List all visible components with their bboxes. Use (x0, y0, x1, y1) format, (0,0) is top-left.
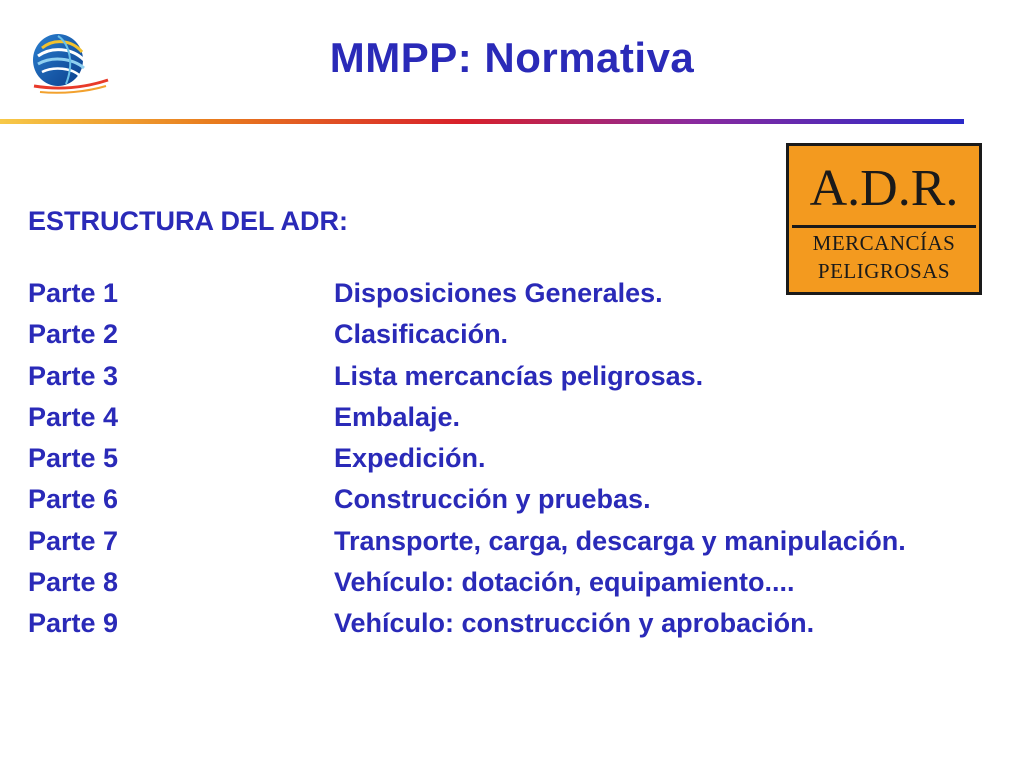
part-number: Parte 6 (28, 484, 119, 515)
part-number: Parte 5 (28, 443, 119, 474)
part-description: Lista mercancías peligrosas. (334, 360, 704, 391)
part-description: Clasificación. (334, 319, 509, 350)
adr-sign-line-1: MERCANCÍAS (812, 231, 956, 255)
part-description: Vehículo: construcción y aprobación. (334, 608, 815, 639)
section-heading: ESTRUCTURA DEL ADR: (28, 206, 348, 236)
part-number: Parte 8 (28, 567, 119, 598)
part-number: Parte 1 (28, 278, 119, 308)
part-description: Construcción y pruebas. (334, 484, 651, 515)
list-item (28, 521, 968, 562)
list-item (28, 603, 968, 644)
adr-parts-list (28, 273, 968, 645)
list-item (28, 314, 968, 355)
part-number: Parte 7 (28, 525, 119, 556)
title-divider (0, 119, 964, 124)
part-number: Parte 4 (28, 401, 119, 432)
adr-sign-title: A.D.R. (792, 149, 976, 228)
list-item (28, 273, 968, 314)
page-title: MMPP: Normativa (329, 34, 695, 81)
list-item (28, 356, 968, 397)
part-description: Transporte, carga, descarga y manipulación. (334, 525, 906, 556)
list-item (28, 397, 968, 438)
part-number: Parte 3 (28, 360, 119, 391)
part-description: Expedición. (334, 443, 486, 474)
part-description: Disposiciones Generales. (334, 278, 663, 308)
list-item (28, 438, 968, 479)
part-number: Parte 2 (28, 319, 119, 350)
part-number: Parte 9 (28, 608, 119, 639)
list-item (28, 479, 968, 520)
part-description: Vehículo: dotación, equipamiento.... (334, 567, 795, 598)
list-item (28, 562, 968, 603)
adr-sign-line-2: PELIGROSAS (817, 259, 951, 283)
part-description: Embalaje. (334, 401, 461, 432)
